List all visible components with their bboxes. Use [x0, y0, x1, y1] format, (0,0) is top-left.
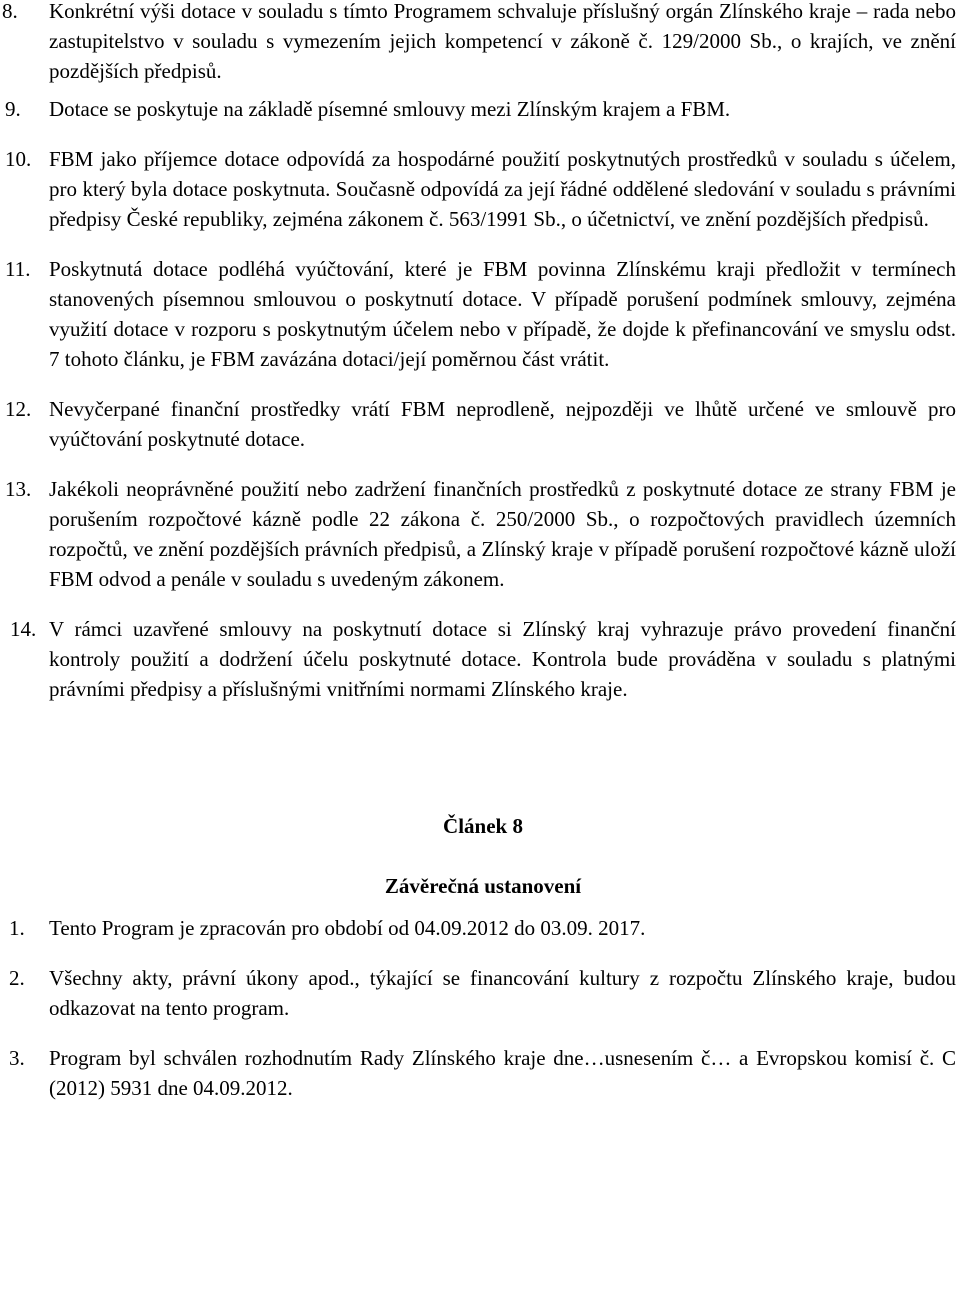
- paragraph-number: 8.: [2, 0, 18, 23]
- paragraph-text: Dotace se poskytuje na základě písemné smlouvy mezi Zlínským krajem a FBM.: [49, 97, 731, 121]
- paragraph-text: Všechny akty, právní úkony apod., týkající se financování kultury z rozpočtu Zlínského kraje, budou odkazovat na tento program.: [49, 966, 956, 1020]
- paragraph-11: [0, 254, 960, 374]
- paragraph-number: 10.: [5, 147, 32, 171]
- paragraph-text: Konkrétní výši dotace v souladu s tímto Programem schvaluje příslušný orgán Zlínského kraje – rada nebo zastupitelstvo v souladu s vymezením jejich kompetencí v zákoně č. 129/2000 Sb., o krajích, ve znění pozdějších předpisů.: [49, 0, 956, 83]
- paragraph-12: [0, 394, 960, 454]
- article-subtitle: Závěrečná ustanovení: [384, 874, 582, 898]
- article-title: Článek 8: [443, 814, 523, 838]
- paragraph-13: [0, 474, 960, 594]
- paragraph-number: 3.: [9, 1046, 25, 1070]
- paragraph-number: 11.: [5, 257, 31, 281]
- paragraph-text: FBM jako příjemce dotace odpovídá za hospodárné použití poskytnutých prostředků v souladu s účelem, pro který byla dotace poskytnuta. Současně odpovídá za její řádné oddělené sledování v souladu s právními předpisy České republiky, zejména zákonem č. 563/1991 Sb., o účetnictví, ve znění pozdějších předpisů.: [49, 147, 956, 231]
- paragraph-10: [0, 144, 960, 234]
- paragraph-number: 2.: [9, 966, 25, 990]
- final-paragraph-1: [0, 913, 960, 943]
- paragraph-text: Poskytnutá dotace podléhá vyúčtování, které je FBM povinna Zlínskému kraji předložit v termínech stanovených písemnou smlouvou o poskytnutí dotace. V případě porušení podmínek smlouvy, zejména využití dotace v rozporu s poskytnutým účelem nebo v případě, že dojde k přefinancování ve smyslu odst. 7 tohoto článku, je FBM zavázána dotaci/její poměrnou část vrátit.: [49, 257, 956, 371]
- paragraph-text: Program byl schválen rozhodnutím Rady Zlínského kraje dne…usnesením č… a Evropskou komisí č. C (2012) 5931 dne 04.09.2012.: [49, 1046, 956, 1100]
- paragraph-text: Nevyčerpané finanční prostředky vrátí FBM neprodleně, nejpozději ve lhůtě určené ve smlouvě pro vyúčtování poskytnuté dotace.: [49, 397, 956, 451]
- paragraph-number: 13.: [5, 477, 32, 501]
- paragraph-8: [0, 0, 960, 86]
- paragraph-14: [0, 614, 960, 704]
- paragraph-9: [0, 94, 960, 124]
- final-paragraph-2: [0, 963, 960, 1023]
- paragraph-text: Jakékoli neoprávněné použití nebo zadržení finančních prostředků z poskytnuté dotace ze strany FBM je porušením rozpočtové kázně podle 22 zákona č. 250/2000 Sb., o rozpočtových pravidlech územních rozpočtů, ve znění pozdějších právních předpisů, a Zlínský kraje v případě porušení rozpočtové kázně uloží FBM odvod a penále v souladu s uvedeným zákonem.: [49, 477, 956, 591]
- paragraph-text: V rámci uzavřené smlouvy na poskytnutí dotace si Zlínský kraj vyhrazuje právo provedení finanční kontroly použití a dodržení účelu poskytnuté dotace. Kontrola bude prováděna v souladu s platnými právními předpisy a příslušnými vnitřními normami Zlínského kraje.: [49, 617, 956, 701]
- paragraph-number: 9.: [5, 97, 21, 121]
- final-provisions: [0, 901, 960, 1103]
- paragraph-text: Tento Program je zpracován pro období od 04.09.2012 do 03.09. 2017.: [49, 916, 646, 940]
- paragraph-number: 12.: [5, 397, 32, 421]
- paragraph-number: 14.: [10, 617, 37, 641]
- final-paragraph-3: [0, 1043, 960, 1103]
- paragraph-number: 1.: [9, 916, 25, 940]
